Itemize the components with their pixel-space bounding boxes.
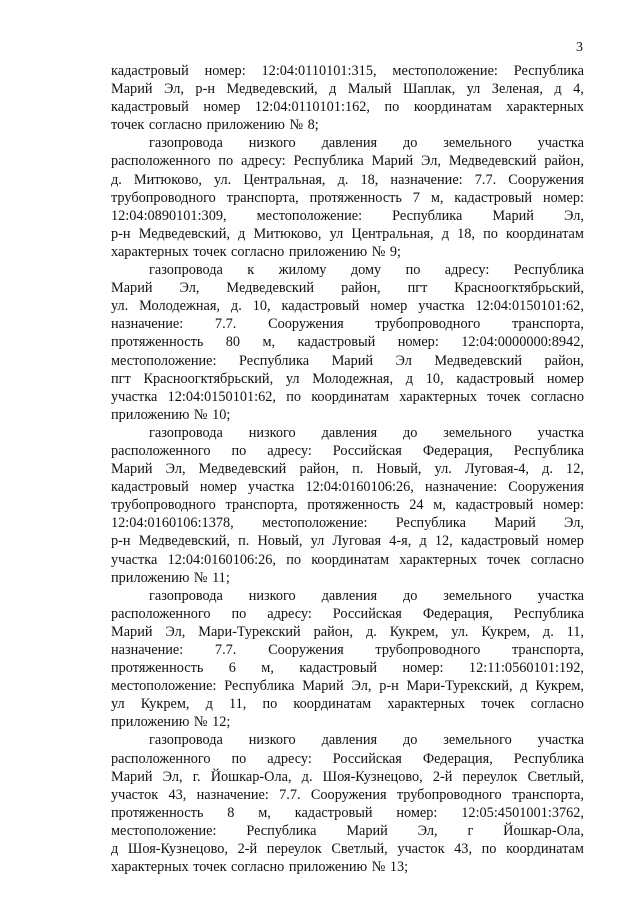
- text-line: Марий Эл, Медведевский район, п. Новый, ул. Луговая-4, д. 12,: [111, 461, 584, 478]
- text-line: участка 12:04:0150101:62, по координатам характерных точек согласно: [111, 388, 584, 405]
- text-line: характерных точек согласно приложению № 13;: [111, 859, 409, 876]
- text-line: Марий Эл, р-н Медведевский, д Малый Шаплак, ул Зеленая, д 4,: [111, 81, 584, 98]
- text-line: расположенного по адресу: Российская Федерация, Республика: [111, 605, 584, 622]
- text-line: протяженность 8 м, кадастровый номер: 12:05:4501001:3762,: [111, 804, 584, 821]
- text-line: трубопроводного транспорта, протяженность 7 м, кадастровый номер:: [111, 189, 584, 206]
- text-line: назначение: 7.7. Сооружения трубопроводного транспорта,: [111, 316, 584, 333]
- text-line: кадастровый номер: 12:04:0110101:315, местоположение: Республика: [111, 63, 584, 79]
- text-line: Марий Эл, Мари-Турекский район, д. Кукрем, ул. Кукрем, д. 11,: [111, 623, 584, 640]
- text-line: газопровода низкого давления до земельного участка: [149, 587, 584, 604]
- text-line: приложению № 12;: [111, 714, 231, 731]
- text-line: р-н Медведевский, п. Новый, ул Луговая 4-я, д 12, кадастровый номер: [111, 533, 584, 550]
- text-line: газопровода низкого давления до земельного участка: [149, 135, 584, 152]
- text-line: участка 12:04:0160106:26, по координатам характерных точек согласно: [111, 551, 584, 568]
- text-line: ул Кукрем, д 11, по координатам характерных точек согласно: [111, 696, 584, 713]
- text-line: местоположение: Республика Марий Эл, г Йошкар-Ола,: [111, 822, 584, 839]
- text-line: протяженность 6 м, кадастровый номер: 12:11:0560101:192,: [111, 660, 584, 677]
- text-line: трубопроводного транспорта, протяженность 24 м, кадастровый номер:: [111, 497, 584, 514]
- text-line: 12:04:0890101:309, местоположение: Республика Марий Эл,: [111, 207, 584, 224]
- paragraph: [111, 62, 584, 134]
- text-line: участок 43, назначение: 7.7. Сооружения трубопроводного транспорта,: [111, 786, 584, 803]
- paragraph: [111, 424, 584, 587]
- text-line: кадастровый номер 12:04:0110101:162, по координатам характерных: [111, 99, 584, 116]
- text-line: д Шоя-Кузнецово, 2-й переулок Светлый, участок 43, по координатам: [111, 841, 584, 858]
- text-line: р-н Медведевский, д Митюково, ул Центральная, д 18, по координатам: [111, 225, 584, 242]
- paragraph: [111, 261, 584, 424]
- paragraph: [111, 587, 584, 732]
- text-line: Марий Эл, г. Йошкар-Ола, д. Шоя-Кузнецово, 2-й переулок Светлый,: [111, 768, 584, 785]
- text-line: характерных точек согласно приложению № 9;: [111, 243, 401, 260]
- text-line: газопровода низкого давления до земельного участка: [149, 424, 584, 441]
- text-line: ул. Молодежная, д. 10, кадастровый номер участка 12:04:0150101:62,: [111, 298, 584, 315]
- text-line: протяженность 80 м, кадастровый номер: 12:04:0000000:8942,: [111, 334, 584, 351]
- text-line: точек согласно приложению № 8;: [111, 117, 319, 134]
- text-line: местоположение: Республика Марий Эл Медведевский район,: [111, 352, 584, 369]
- text-line: Марий Эл, Медведевский район, пгт Красноогктябрьский,: [111, 280, 584, 297]
- text-line: д. Митюково, ул. Центральная, д. 18, назначение: 7.7. Сооружения: [111, 171, 584, 188]
- paragraph: [111, 134, 584, 261]
- text-line: приложению № 10;: [111, 406, 231, 423]
- page-number: 3: [576, 40, 583, 55]
- text-line: расположенного по адресу: Российская Федерация, Республика: [111, 750, 584, 767]
- paragraph: [111, 731, 584, 876]
- text-line: 12:04:0160106:1378, местоположение: Республика Марий Эл,: [111, 515, 584, 532]
- text-line: пгт Красноогктябрьский, ул Молодежная, д 10, кадастровый номер: [111, 370, 584, 387]
- text-line: приложению № 11;: [111, 569, 230, 586]
- text-line: расположенного по адресу: Республика Марий Эл, Медведевский район,: [111, 153, 584, 170]
- text-line: местоположение: Республика Марий Эл, р-н Мари-Турекский, д Кукрем,: [111, 678, 584, 695]
- document-body: [111, 62, 584, 876]
- text-line: газопровода к жилому дому по адресу: Республика: [149, 262, 584, 279]
- text-line: кадастровый номер участка 12:04:0160106:26, назначение: Сооружения: [111, 479, 584, 496]
- text-line: расположенного по адресу: Российская Федерация, Республика: [111, 442, 584, 459]
- text-line: газопровода низкого давления до земельного участка: [149, 732, 584, 749]
- text-line: назначение: 7.7. Сооружения трубопроводного транспорта,: [111, 642, 584, 658]
